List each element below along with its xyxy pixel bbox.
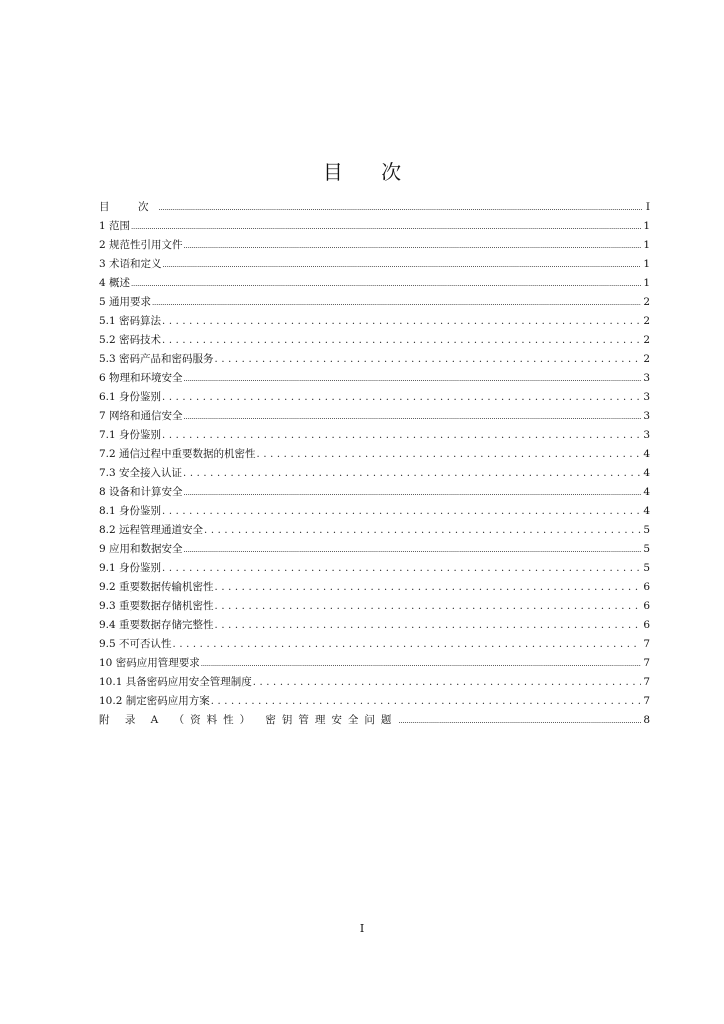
- toc-entry-label: 6 物理和环境安全: [99, 372, 183, 384]
- toc-dot-leader: [215, 578, 642, 597]
- toc-dot-leader: [131, 275, 641, 294]
- toc-entry-page: 2: [643, 334, 650, 346]
- toc-entry-label: 7.2 通信过程中重要数据的机密性: [99, 448, 256, 460]
- toc-entry-page: 2: [643, 296, 650, 308]
- toc-dot-leader: [162, 312, 641, 331]
- toc-entry[interactable]: [99, 635, 650, 654]
- toc-dot-leader: [211, 692, 642, 711]
- toc-entry-page: I: [645, 201, 650, 213]
- toc-entry-label: 4 概述: [99, 277, 131, 289]
- toc-entry-label: 2 规范性引用文件: [99, 239, 183, 251]
- toc-entry-label: 9.2 重要数据传输机密性: [99, 581, 214, 593]
- toc-entry-page: 1: [643, 220, 650, 232]
- toc-entry-label: 附 录 A （资料性） 密钥管理安全问题: [99, 714, 398, 726]
- toc-entry-label: 7.3 安全接入认证: [99, 467, 183, 479]
- toc-dot-leader: [152, 294, 641, 313]
- toc-entry-page: 7: [643, 695, 650, 707]
- toc-entry-label: 6.1 身份鉴别: [99, 391, 162, 403]
- toc-entry-label: 7 网络和通信安全: [99, 410, 183, 422]
- toc-entry-label: 9.3 重要数据存储机密性: [99, 600, 214, 612]
- toc-entry-page: 2: [643, 353, 650, 365]
- toc-dot-leader: [215, 350, 642, 369]
- toc-entry[interactable]: [99, 540, 650, 559]
- toc-entry-page: 7: [643, 638, 650, 650]
- page-number: I: [359, 922, 365, 935]
- toc-entry-page: 1: [643, 258, 650, 270]
- toc-dot-leader: [159, 199, 643, 218]
- toc-dot-leader: [204, 521, 641, 540]
- toc-entry[interactable]: [99, 711, 650, 730]
- toc-entry-page: 5: [643, 524, 650, 536]
- toc-entry-page: 6: [643, 600, 650, 612]
- toc-entry[interactable]: [99, 692, 650, 711]
- toc-entry[interactable]: [99, 407, 650, 426]
- toc-entry[interactable]: [99, 388, 650, 407]
- toc-entry[interactable]: [99, 521, 650, 540]
- toc-entry-label: 8.1 身份鉴别: [99, 505, 162, 517]
- toc-entry-label: 8 设备和计算安全: [99, 486, 183, 498]
- toc-entry[interactable]: [99, 350, 650, 369]
- toc-entry-page: 3: [643, 429, 650, 441]
- toc-dot-leader: [253, 673, 642, 692]
- toc-entry-label: 10 密码应用管理要求: [99, 657, 200, 669]
- toc-dot-leader: [162, 426, 641, 445]
- toc-dot-leader: [257, 445, 642, 464]
- toc-entry-page: 4: [643, 448, 650, 460]
- toc-entry-label: 5.3 密码产品和密码服务: [99, 353, 214, 365]
- toc-entry[interactable]: [99, 616, 650, 635]
- toc-entry-page: 6: [643, 581, 650, 593]
- toc-entry-label: 1 范围: [99, 220, 131, 232]
- toc-entry[interactable]: [99, 464, 650, 483]
- toc-dot-leader: [215, 616, 642, 635]
- toc-entry-page: 5: [643, 543, 650, 555]
- toc-dot-leader: [184, 541, 642, 560]
- toc-entry[interactable]: [99, 293, 650, 312]
- toc-entry-page: 8: [643, 714, 650, 726]
- toc-entry-page: 3: [643, 391, 650, 403]
- toc-entry-label: 9 应用和数据安全: [99, 543, 183, 555]
- toc-entry[interactable]: [99, 445, 650, 464]
- toc-entry[interactable]: [99, 274, 650, 293]
- toc-entry-page: 4: [643, 486, 650, 498]
- toc-entry-page: 1: [643, 239, 650, 251]
- toc-entry-page: 5: [643, 562, 650, 574]
- toc-entry-page: 3: [643, 410, 650, 422]
- toc-dot-leader: [162, 388, 641, 407]
- toc-entry-page: 7: [643, 657, 650, 669]
- toc-entry-label: 10.1 具备密码应用安全管理制度: [99, 676, 252, 688]
- toc-entry[interactable]: [99, 255, 650, 274]
- toc-entry[interactable]: [99, 559, 650, 578]
- toc-dot-leader: [184, 237, 642, 256]
- toc-entry-label: 5.2 密码技术: [99, 334, 162, 346]
- toc-entry-page: 2: [643, 315, 650, 327]
- toc-entry-label: 8.2 远程管理通道安全: [99, 524, 204, 536]
- toc-entry[interactable]: [99, 483, 650, 502]
- toc-entry-label: 10.2 制定密码应用方案: [99, 695, 210, 707]
- toc-entry[interactable]: [99, 502, 650, 521]
- toc-entry-page: 7: [643, 676, 650, 688]
- toc-dot-leader: [184, 370, 642, 389]
- toc-dot-leader: [162, 502, 641, 521]
- toc-dot-leader: [398, 712, 641, 731]
- toc-entry[interactable]: [99, 597, 650, 616]
- toc-entry-page: 4: [643, 467, 650, 479]
- toc-dot-leader: [162, 331, 641, 350]
- toc-entry[interactable]: [99, 331, 650, 350]
- toc-entry[interactable]: [99, 236, 650, 255]
- toc-entry[interactable]: [99, 217, 650, 236]
- toc-entry-label: 9.1 身份鉴别: [99, 562, 162, 574]
- toc-entry[interactable]: [99, 312, 650, 331]
- toc-dot-leader: [162, 559, 641, 578]
- toc-entry-page: 3: [643, 372, 650, 384]
- toc-dot-leader: [131, 218, 641, 237]
- toc-entry-label: 9.5 不可否认性: [99, 638, 172, 650]
- toc-entry-page: 1: [643, 277, 650, 289]
- toc-entry-label: 目 次: [99, 201, 158, 213]
- toc-dot-leader: [184, 408, 642, 427]
- toc-entry[interactable]: [99, 198, 650, 217]
- toc-entry[interactable]: [99, 578, 650, 597]
- toc-entry-label: 7.1 身份鉴别: [99, 429, 162, 441]
- toc-entry-label: 3 术语和定义: [99, 258, 162, 270]
- toc-dot-leader: [173, 635, 642, 654]
- page-title: 目 次: [322, 160, 418, 185]
- toc-dot-leader: [201, 655, 642, 674]
- toc-entry[interactable]: [99, 673, 650, 692]
- toc-dot-leader: [215, 597, 642, 616]
- toc-entry-page: 4: [643, 505, 650, 517]
- toc-entry-page: 6: [643, 619, 650, 631]
- toc-entry-label: 9.4 重要数据存储完整性: [99, 619, 214, 631]
- toc-entry[interactable]: [99, 654, 650, 673]
- toc-entry-label: 5 通用要求: [99, 296, 152, 308]
- toc-entry-label: 5.1 密码算法: [99, 315, 162, 327]
- toc-dot-leader: [183, 464, 641, 483]
- toc-entry[interactable]: [99, 369, 650, 388]
- toc-dot-leader: [163, 256, 642, 275]
- table-of-contents: [99, 198, 650, 730]
- toc-entry[interactable]: [99, 426, 650, 445]
- toc-dot-leader: [184, 484, 642, 503]
